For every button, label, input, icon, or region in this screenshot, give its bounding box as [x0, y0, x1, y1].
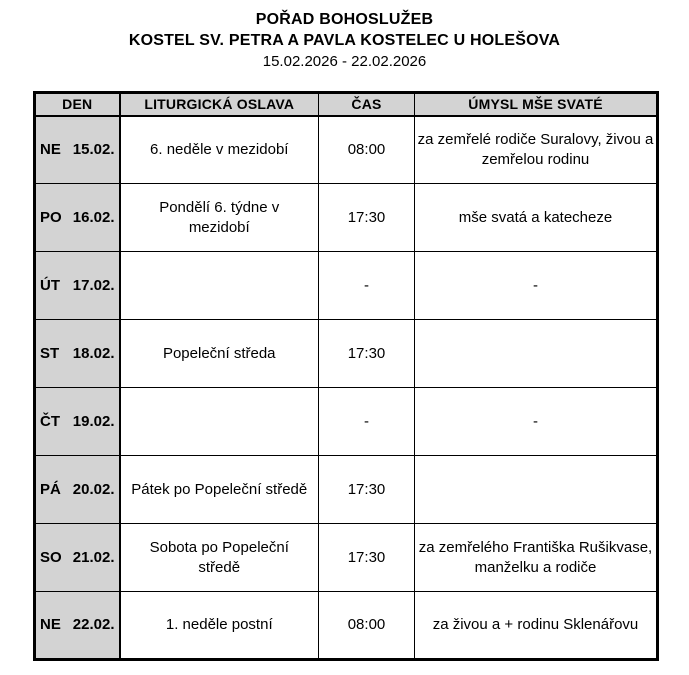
celebration-cell: Pátek po Popeleční středě	[120, 456, 319, 524]
time-cell: 17:30	[319, 184, 415, 252]
intention-cell: -	[415, 252, 658, 320]
celebration-cell	[120, 388, 319, 456]
table-header-row	[35, 93, 658, 116]
intention-cell: za živou a + rodinu Sklenářovu	[415, 592, 658, 660]
day-date: 18.02.	[72, 344, 115, 362]
intention-cell	[415, 320, 658, 388]
day-abbr: ČT	[40, 412, 60, 430]
day-cell	[35, 116, 120, 184]
celebration-cell: Sobota po Popeleční středě	[120, 524, 319, 592]
day-date: 20.02.	[72, 480, 115, 498]
column-header-celebration: LITURGICKÁ OSLAVA	[120, 93, 319, 116]
time-cell: 17:30	[319, 456, 415, 524]
day-cell	[35, 524, 120, 592]
day-abbr: SO	[40, 548, 62, 566]
day-abbr: PO	[40, 208, 62, 226]
intention-cell: mše svatá a katecheze	[415, 184, 658, 252]
day-cell	[35, 252, 120, 320]
column-header-day: DEN	[35, 93, 120, 116]
day-abbr: PÁ	[40, 480, 61, 498]
column-header-intention: ÚMYSL MŠE SVATÉ	[415, 93, 658, 116]
celebration-cell: Popeleční středa	[120, 320, 319, 388]
day-cell	[35, 456, 120, 524]
table-row	[35, 184, 658, 252]
time-cell: 17:30	[319, 524, 415, 592]
day-date: 21.02.	[72, 548, 115, 566]
intention-cell: za zemřelé rodiče Suralovy, živou a zemřelou rodinu	[415, 116, 658, 184]
church-name: KOSTEL SV. PETRA A PAVLA KOSTELEC U HOLEŠOVA	[128, 32, 561, 49]
table-row	[35, 388, 658, 456]
time-cell: -	[319, 388, 415, 456]
day-cell	[35, 388, 120, 456]
column-header-time: ČAS	[319, 93, 415, 116]
time-cell: 08:00	[319, 116, 415, 184]
celebration-cell: 6. neděle v mezidobí	[120, 116, 319, 184]
day-date: 19.02.	[72, 412, 115, 430]
intention-cell	[415, 456, 658, 524]
celebration-cell: Pondělí 6. týdne v mezidobí	[120, 184, 319, 252]
time-cell: 17:30	[319, 320, 415, 388]
day-cell	[35, 184, 120, 252]
intention-cell: -	[415, 388, 658, 456]
page-title: POŘAD BOHOSLUŽEB	[255, 11, 434, 28]
document-header	[0, 0, 689, 72]
day-abbr: NE	[40, 140, 61, 158]
schedule-table	[33, 91, 659, 661]
day-abbr: ÚT	[40, 276, 60, 294]
table-row	[35, 252, 658, 320]
intention-cell: za zemřelého Františka Rušikvase, manželku a rodiče	[415, 524, 658, 592]
day-date: 16.02.	[72, 208, 115, 226]
time-cell: 08:00	[319, 592, 415, 660]
time-cell: -	[319, 252, 415, 320]
table-row	[35, 524, 658, 592]
celebration-cell	[120, 252, 319, 320]
day-cell	[35, 592, 120, 660]
table-row	[35, 592, 658, 660]
celebration-cell: 1. neděle postní	[120, 592, 319, 660]
table-row	[35, 320, 658, 388]
table-row	[35, 116, 658, 184]
table-row	[35, 456, 658, 524]
date-range: 15.02.2026 - 22.02.2026	[262, 53, 427, 70]
day-date: 17.02.	[72, 276, 115, 294]
day-abbr: NE	[40, 616, 61, 633]
day-date: 15.02.	[72, 140, 115, 158]
day-abbr: ST	[40, 344, 60, 362]
day-cell	[35, 320, 120, 388]
day-date: 22.02.	[72, 616, 115, 633]
